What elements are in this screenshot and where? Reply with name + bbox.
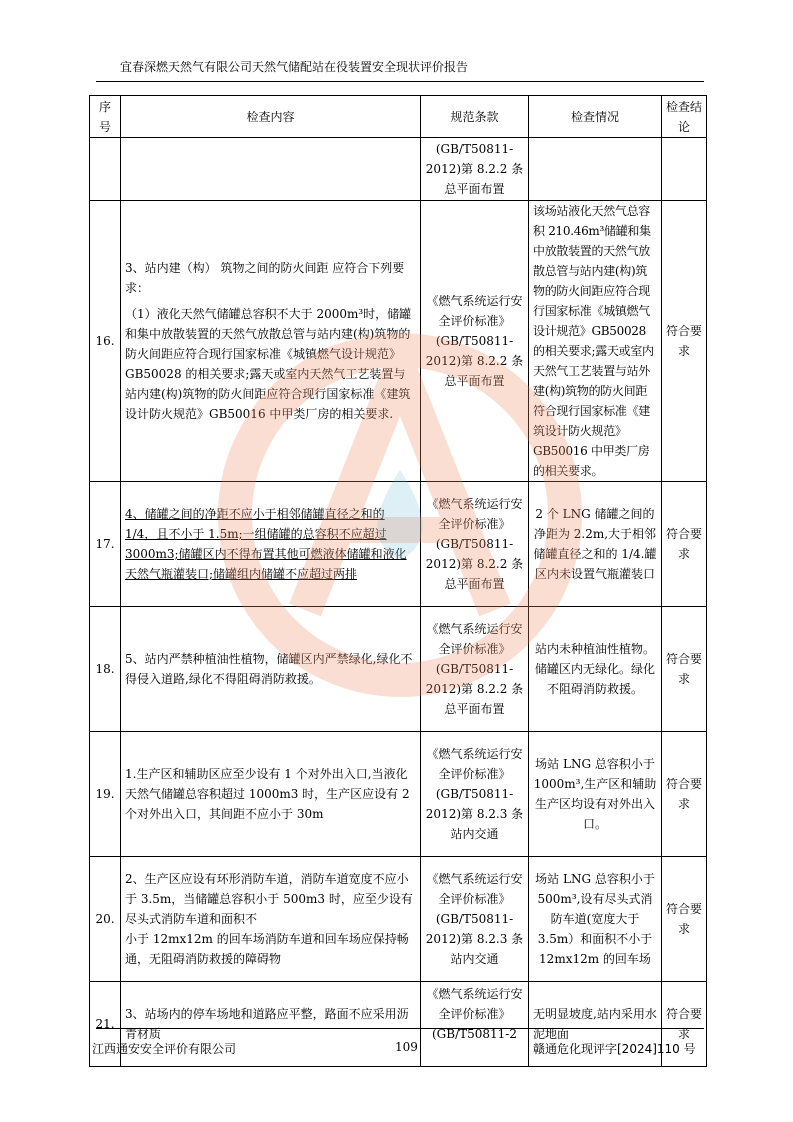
table-row — [90, 857, 707, 982]
document-number: 赣通危化现评字[2024]110 号 — [533, 1042, 696, 1056]
content-cell — [121, 482, 421, 607]
page-number: 109 — [395, 1040, 418, 1054]
status-cell: 2 个 LNG 储罐之间的净距为 2.2m,大于相邻储罐直径之和的 1/4.罐区内未设置气瓶灌装口 — [529, 482, 662, 607]
underlined-requirement: 4、储罐之间的净距不应小于相邻储罐直径之和的 1/4，且不小于 1.5m;一组储罐的总容积不应超过 3000m3;储罐区内不得布置其他可燃液体储罐和液化天然气瓶灌装口;储罐组内储罐不应超过两排 — [125, 507, 407, 581]
status-cell: 场站 LNG 总容积小于 500m³,设有尽头式消防车道(宽度大于 3.5m）和面积不小于 12mx12m 的回车场 — [529, 857, 662, 982]
col-header-standard: 规范条款 — [421, 96, 529, 138]
conclusion-cell: 符合要求 — [662, 482, 707, 607]
row-number: 18. — [90, 607, 121, 732]
standard-cell: 《燃气系统运行安全评价标准》(GB/T50811-2012)第 8.2.2 条总平面布置 — [421, 201, 529, 482]
report-header-title: 宜春深燃天然气有限公司天然气储配站在役装置安全现状评价报告 — [120, 60, 469, 74]
table-header-row — [90, 96, 707, 138]
status-cell: 该场站液化天然气总容积 210.46m³储罐和集中放散装置的天然气放散总管与站内建(构)筑物的防火间距应符合现行国家标准《城镇燃气设计规范》GB50028 的相关要求;露天或室内天然气工艺装置与站外建(构)筑物的防火间距符合现行国家标准《建筑设计防火规范》GB50016 中甲类厂房的相关要求。 — [529, 201, 662, 482]
content-paragraph: （1）液化天然气储罐总容积不大于 2000m³时，储罐和集中放散装置的天然气放散总管与站内建(构)筑物的防火间距应符合现行国家标准《城镇燃气设计规范》GB50028 的相关要求;露天或室内天然气工艺装置与站内建(构)筑物的防火间距应符合现行国家标准《建筑设计防火规范》GB50016 中甲类厂房的相关要求. — [125, 307, 412, 421]
content-cell — [121, 201, 421, 482]
content-paragraph: 2、生产区应设有环形消防车道，消防车道宽度不应小于 3.5m，当储罐总容积小于 500m3 时，应至少设有尽头式消防车道和面积不 — [125, 872, 413, 926]
footer-divider — [96, 1028, 704, 1029]
conclusion-cell: 符合要求 — [662, 201, 707, 482]
col-header-conclusion: 检查结论 — [662, 96, 707, 138]
row-number: 16. — [90, 201, 121, 482]
status-cell: 站内未种植油性植物。储罐区内无绿化。绿化不阻碍消防救援。 — [529, 607, 662, 732]
inspection-table — [89, 95, 707, 1067]
conclusion-cell: 符合要求 — [662, 857, 707, 982]
content-cell: 1.生产区和辅助区应至少设有 1 个对外出入口,当液化天然气储罐总容积超过 1000m3 时，生产区应设有 2 个对外出入口，其间距不应小于 30m — [121, 732, 421, 857]
table-row — [90, 482, 707, 607]
col-header-no: 序号 — [90, 96, 121, 138]
standard-cell: 《燃气系统运行安全评价标准》(GB/T50811-2 — [421, 982, 529, 1067]
content-cell: 3、站场内的停车场地和道路应平整，路面不应采用沥青材质 — [121, 982, 421, 1067]
col-header-content: 检查内容 — [121, 96, 421, 138]
table-row — [90, 201, 707, 482]
standard-cell: 《燃气系统运行安全评价标准》(GB/T50811-2012)第 8.2.2 条总平面布置 — [421, 607, 529, 732]
conclusion-cell: 符合要求 — [662, 982, 707, 1067]
table-row-continued — [90, 138, 707, 201]
content-cell: 5、站内严禁种植油性植物，储罐区内严禁绿化,绿化不得侵入道路,绿化不得阻碍消防救援。 — [121, 607, 421, 732]
content-paragraph: 3、站内建（构） 筑物之间的防火间距 应符合下列要求： — [125, 261, 405, 295]
status-cell: 无明显坡度,站内采用水泥地面 — [529, 982, 662, 1067]
row-number: 17. — [90, 482, 121, 607]
conclusion-cell: 符合要求 — [662, 607, 707, 732]
row-number: 20. — [90, 857, 121, 982]
content-cell — [121, 857, 421, 982]
standard-cell: 《燃气系统运行安全评价标准》(GB/T50811-2012)第 8.2.2 条总平面布置 — [421, 482, 529, 607]
table-row — [90, 732, 707, 857]
col-header-status: 检查情况 — [529, 96, 662, 138]
row-number: 19. — [90, 732, 121, 857]
footer-company: 江西通安安全评价有限公司 — [92, 1042, 237, 1056]
row-number: 21. — [90, 982, 121, 1067]
content-paragraph: 小于 12mx12m 的回车场消防车道和回车场应保持畅通，无阻碍消防救援的障碍物 — [125, 932, 409, 966]
header-divider — [96, 81, 704, 82]
standard-cell: (GB/T50811-2012)第 8.2.2 条总平面布置 — [421, 138, 529, 201]
status-cell: 场站 LNG 总容积小于 1000m³,生产区和辅助生产区均设有对外出入口。 — [529, 732, 662, 857]
conclusion-cell: 符合要求 — [662, 732, 707, 857]
standard-cell: 《燃气系统运行安全评价标准》(GB/T50811-2012)第 8.2.3 条站内交通 — [421, 732, 529, 857]
table-row — [90, 607, 707, 732]
standard-cell: 《燃气系统运行安全评价标准》(GB/T50811-2012)第 8.2.3 条站内交通 — [421, 857, 529, 982]
